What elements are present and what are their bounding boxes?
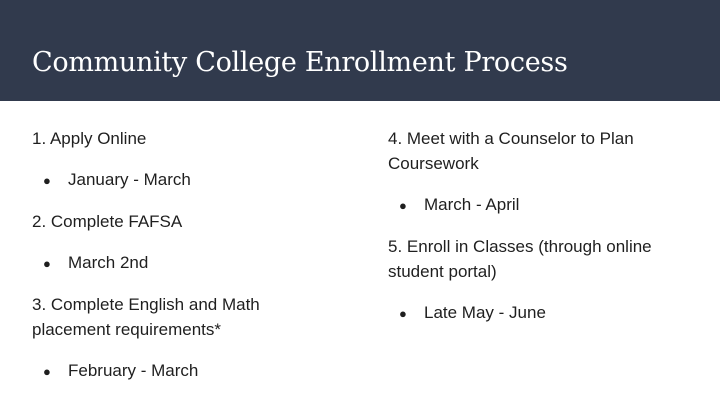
bullet-icon: ● — [43, 256, 51, 271]
step-5-detail — [388, 300, 688, 326]
step-2: 2. Complete FAFSA — [32, 212, 183, 231]
step-5-date: Late May - June — [424, 303, 546, 322]
step-2-detail — [32, 250, 332, 276]
bullet-icon: ● — [43, 364, 51, 379]
bullet-icon: ● — [399, 306, 407, 321]
bullet-icon: ● — [43, 173, 51, 188]
left-column — [32, 126, 332, 400]
bullet-icon: ● — [399, 198, 407, 213]
step-1-detail — [32, 167, 332, 193]
step-3: 3. Complete English and Math placement requirements* — [32, 295, 260, 339]
step-4-date: March - April — [424, 195, 520, 214]
step-3-date: February - March — [68, 361, 199, 380]
step-4: 4. Meet with a Counselor to Plan Coursework — [388, 129, 634, 173]
step-1-date: January - March — [68, 170, 191, 189]
step-4-detail — [388, 192, 688, 218]
step-1: 1. Apply Online — [32, 129, 147, 148]
title-bar — [0, 0, 720, 101]
step-2-date: March 2nd — [68, 253, 149, 272]
step-5: 5. Enroll in Classes (through online student portal) — [388, 237, 652, 281]
right-column — [388, 126, 688, 342]
slide-title: Community College Enrollment Process — [32, 47, 568, 78]
step-3-detail — [32, 358, 332, 384]
